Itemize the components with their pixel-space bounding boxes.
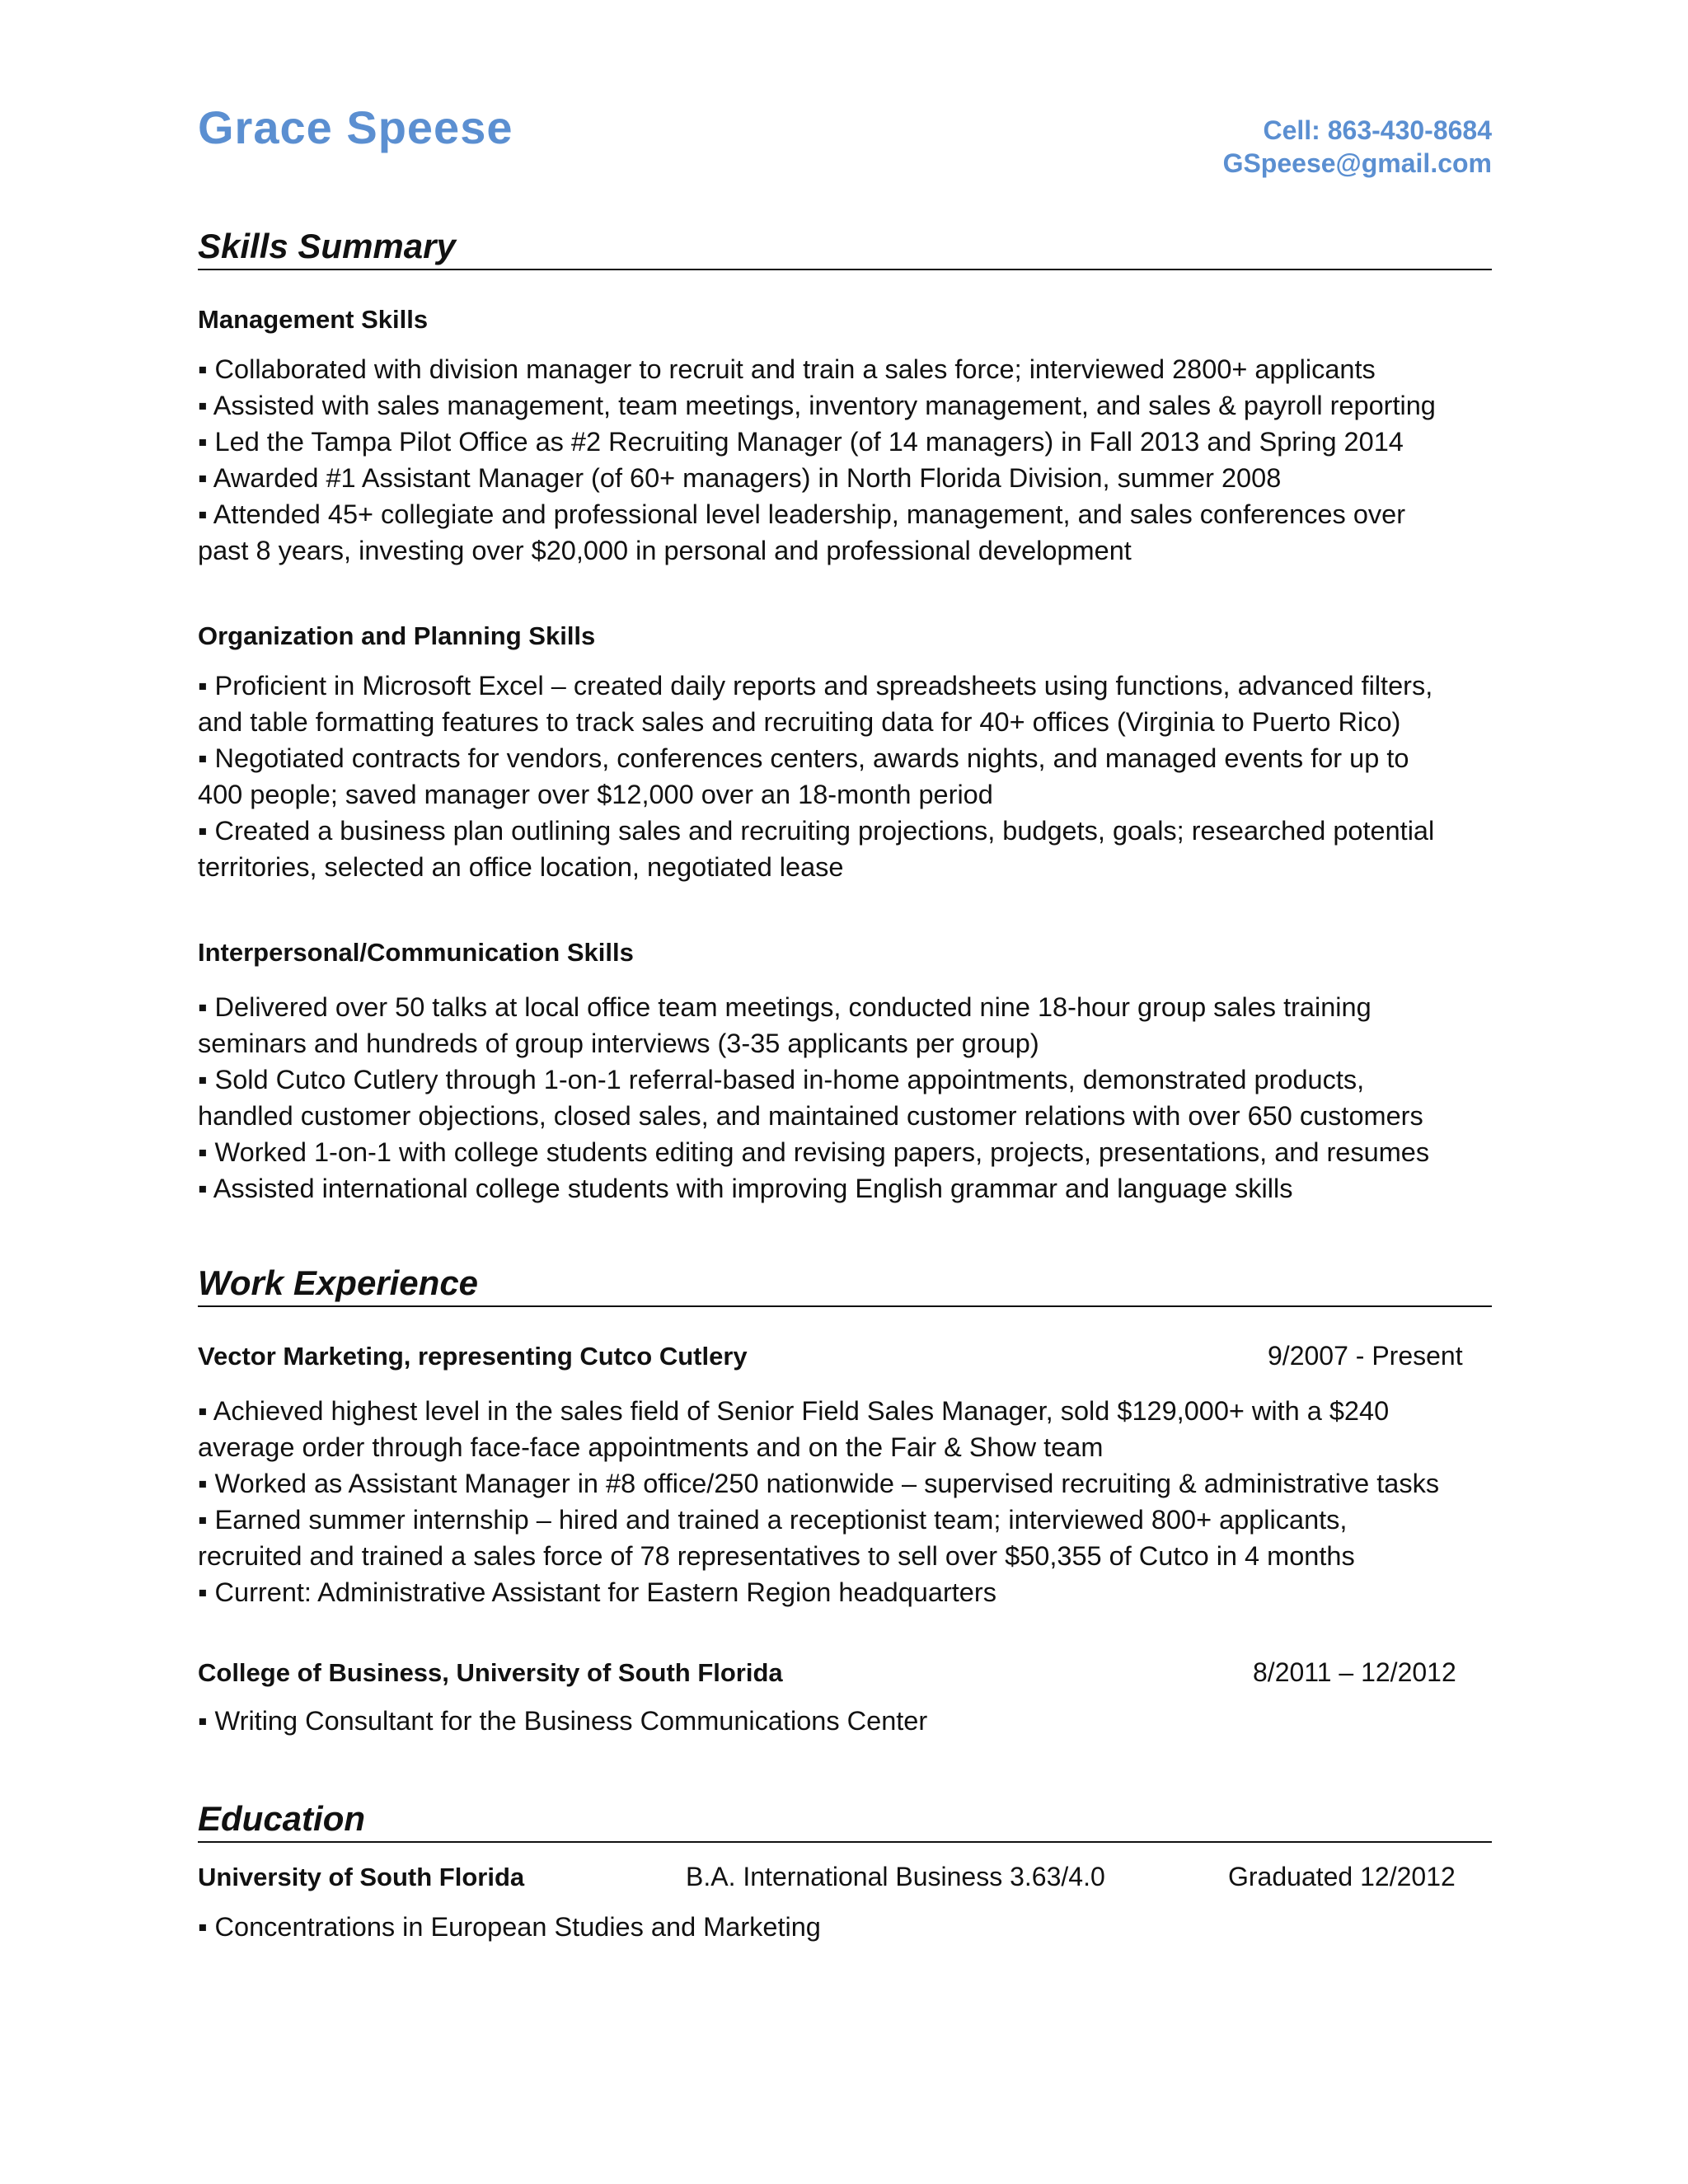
bullet-line: ▪ Worked as Assistant Manager in #8 office/250 nationwide – supervised recruiting & administrative tasks: [198, 1469, 1440, 1498]
bullet-line: 400 people; saved manager over $12,000 over an 18-month period: [198, 780, 993, 809]
bullet-line: ▪ Assisted international college students with improving English grammar and language skills: [198, 1174, 1293, 1203]
contact-block: [1223, 114, 1492, 180]
interpersonal-bullets: [198, 989, 1492, 1207]
section-title-skills: Skills Summary: [198, 224, 1492, 270]
usf-business-bullets: [198, 1703, 1492, 1739]
section-title-work: Work Experience: [198, 1261, 1492, 1307]
subheading-organization: Organization and Planning Skills: [198, 621, 596, 650]
dates-vector: 9/2007 - Present: [1268, 1341, 1463, 1371]
bullet-line: handled customer objections, closed sales, and maintained customer relations with over 650 customers: [198, 1101, 1423, 1131]
bullet-line: ▪ Current: Administrative Assistant for Eastern Region headquarters: [198, 1577, 996, 1607]
vector-bullets: [198, 1393, 1492, 1610]
employer-usf-business: College of Business, University of South Florida: [198, 1658, 783, 1687]
section-title-education: Education: [198, 1797, 1492, 1843]
dates-usf-business: 8/2011 – 12/2012: [1253, 1657, 1456, 1687]
bullet-line: ▪ Writing Consultant for the Business Communications Center: [198, 1706, 928, 1736]
candidate-name: Grace Speese: [198, 101, 513, 153]
graduation-date: Graduated 12/2012: [1228, 1862, 1456, 1891]
bullet-line: seminars and hundreds of group interviews (3-35 applicants per group): [198, 1029, 1039, 1058]
cell-phone: Cell: 863-430-8684: [1263, 115, 1492, 145]
email-address: GSpeese@gmail.com: [1222, 148, 1492, 178]
bullet-line: ▪ Collaborated with division manager to recruit and train a sales force; interviewed 2800+ applicants: [198, 354, 1376, 384]
bullet-line: recruited and trained a sales force of 78 representatives to sell over $50,355 of Cutco in 4 months: [198, 1541, 1355, 1571]
education-section: [198, 1797, 1492, 1843]
bullet-line: past 8 years, investing over $20,000 in personal and professional development: [198, 536, 1132, 565]
school-name: University of South Florida: [198, 1863, 525, 1891]
bullet-line: territories, selected an office location, negotiated lease: [198, 852, 844, 882]
degree: B.A. International Business 3.63/4.0: [686, 1862, 1105, 1891]
bullet-line: ▪ Achieved highest level in the sales field of Senior Field Sales Manager, sold $129,000+ with a $240: [198, 1396, 1390, 1426]
bullet-line: ▪ Created a business plan outlining sales and recruiting projections, budgets, goals; researched potential: [198, 816, 1435, 846]
bullet-line: ▪ Led the Tampa Pilot Office as #2 Recruiting Manager (of 14 managers) in Fall 2013 and Spring 2014: [198, 427, 1404, 457]
subheading-interpersonal: Interpersonal/Communication Skills: [198, 938, 634, 967]
work-experience-section: [198, 1261, 1492, 1307]
employer-vector: Vector Marketing, representing Cutco Cutlery: [198, 1342, 748, 1371]
bullet-line: ▪ Worked 1-on-1 with college students editing and revising papers, projects, presentations, and resumes: [198, 1137, 1430, 1167]
bullet-line: ▪ Proficient in Microsoft Excel – created daily reports and spreadsheets using functions, advanced filters,: [198, 671, 1433, 701]
bullet-line: ▪ Negotiated contracts for vendors, conferences centers, awards nights, and managed events for up to: [198, 743, 1409, 773]
subheading-management: Management Skills: [198, 305, 429, 334]
skills-summary-section: [198, 224, 1492, 270]
bullet-line: ▪ Assisted with sales management, team meetings, inventory management, and sales & payroll reporting: [198, 391, 1436, 420]
bullet-line: ▪ Earned summer internship – hired and trained a receptionist team; interviewed 800+ applicants,: [198, 1505, 1348, 1535]
bullet-line: ▪ Attended 45+ collegiate and professional level leadership, management, and sales conferences over: [198, 499, 1406, 529]
management-bullets: [198, 351, 1492, 569]
bullet-line: ▪ Awarded #1 Assistant Manager (of 60+ managers) in North Florida Division, summer 2008: [198, 463, 1282, 493]
bullet-line: ▪ Delivered over 50 talks at local office team meetings, conducted nine 18-hour group sales training: [198, 992, 1372, 1022]
education-bullets: [198, 1909, 1492, 1945]
bullet-line: ▪ Sold Cutco Cutlery through 1-on-1 referral-based in-home appointments, demonstrated products,: [198, 1065, 1365, 1094]
bullet-line: average order through face-face appointments and on the Fair & Show team: [198, 1432, 1104, 1462]
bullet-line: ▪ Concentrations in European Studies and Marketing: [198, 1912, 821, 1942]
organization-bullets: [198, 668, 1492, 885]
bullet-line: and table formatting features to track sales and recruiting data for 40+ offices (Virginia to Puerto Rico): [198, 707, 1401, 737]
